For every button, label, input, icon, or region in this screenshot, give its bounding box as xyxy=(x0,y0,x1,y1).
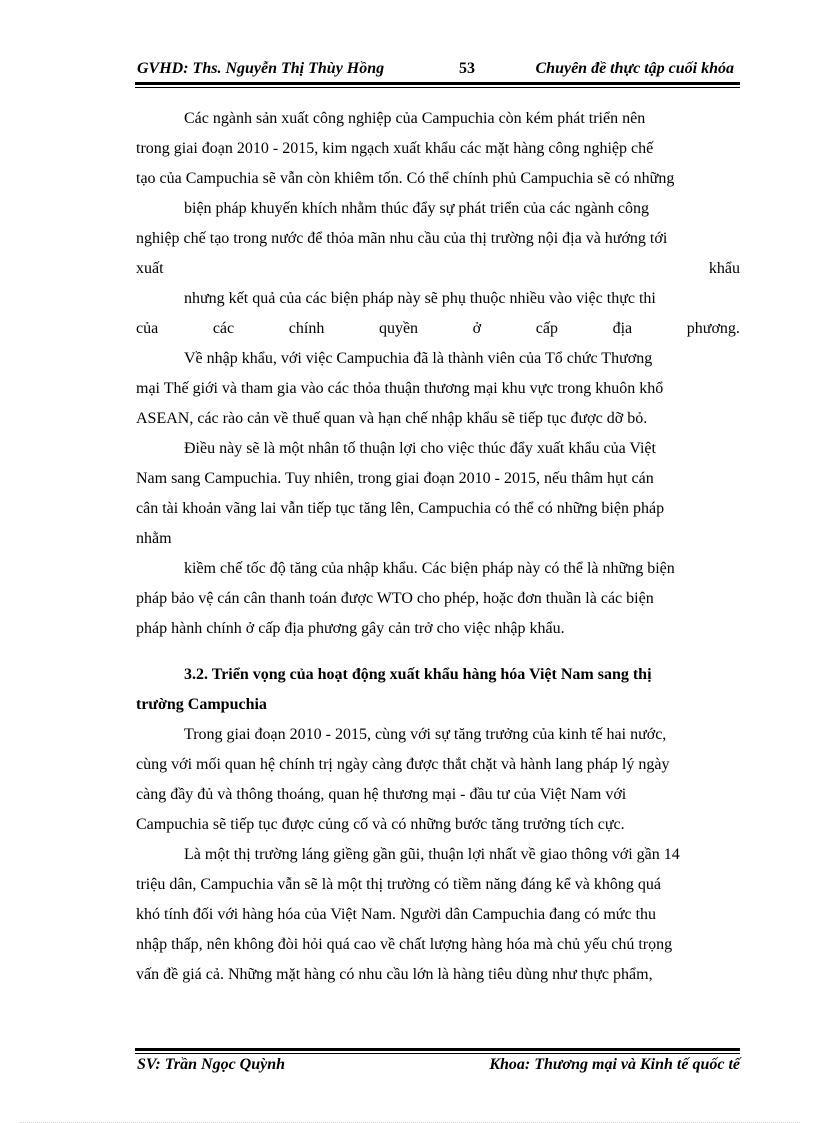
text-line: vấn đề giá cả. Những mặt hàng có nhu cầu lớn là hàng tiêu dùng như thực phẩm, xyxy=(136,966,653,983)
footer-student: SV: Trần Ngọc Quỳnh xyxy=(137,1056,286,1073)
word: địa xyxy=(612,320,633,337)
text-line: cùng với mối quan hệ chính trị ngày càng được thắt chặt và hành lang pháp lý ngày xyxy=(136,756,670,773)
text-line: triệu dân, Campuchia vẫn sẽ là một thị trường có tiềm năng đáng kể và không quá xyxy=(136,876,661,893)
word: xuất xyxy=(136,260,164,277)
text-line: mại Thế giới và tham gia vào các thỏa thuận thương mại khu vực trong khuôn khổ xyxy=(136,380,664,397)
header-supervisor: GVHD: Ths. Nguyễn Thị Thùy Hồng xyxy=(137,60,385,77)
text-line: kiềm chế tốc độ tăng của nhập khẩu. Các biện pháp này có thể là những biện xyxy=(184,560,675,577)
page-header xyxy=(137,58,740,82)
text-line: nghiệp chế tạo trong nước để thỏa mãn nhu cầu của thị trường nội địa và hướng tới xyxy=(136,230,668,247)
footer-rule xyxy=(135,1048,740,1054)
word: quyền xyxy=(378,320,419,337)
footer-faculty: Khoa: Thương mại và Kinh tế quốc tế xyxy=(489,1056,740,1073)
text-line: càng đầy đủ và thông thoáng, quan hệ thương mại - đầu tư của Việt Nam với xyxy=(136,786,627,803)
text-line: Về nhập khẩu, với việc Campuchia đã là thành viên của Tổ chức Thương xyxy=(184,350,653,367)
word: phương. xyxy=(686,320,740,337)
text-line: tạo của Campuchia sẽ vẫn còn khiêm tốn. Có thể chính phủ Campuchia sẽ có những xyxy=(136,170,675,187)
word: ở xyxy=(472,320,482,337)
word: chính xyxy=(288,320,325,337)
text-line: khó tính đối với hàng hóa của Việt Nam. Người dân Campuchia đang có mức thu xyxy=(136,906,657,923)
word: cấp xyxy=(535,320,558,337)
text-line: trong giai đoạn 2010 - 2015, kim ngạch xuất khẩu các mặt hàng công nghiệp chế xyxy=(136,140,654,157)
page-footer xyxy=(137,1056,740,1080)
word: các xyxy=(212,320,235,337)
section-heading: 3.2. Triển vọng của hoạt động xuất khẩu hàng hóa Việt Nam sang thị xyxy=(184,666,652,683)
text-line: nhưng kết quả của các biện pháp này sẽ phụ thuộc nhiều vào việc thực thi xyxy=(184,290,656,307)
text-line: Trong giai đoạn 2010 - 2015, cùng với sự tăng trưởng của kinh tế hai nước, xyxy=(184,726,667,743)
document-body xyxy=(136,104,740,990)
text-line-spread xyxy=(136,314,740,344)
text-line-split xyxy=(136,254,740,284)
section-heading: trường Campuchia xyxy=(136,696,267,713)
text-line: Các ngành sản xuất công nghiệp của Campuchia còn kém phát triển nên xyxy=(184,110,646,127)
text-line: nhập thấp, nên không đòi hỏi quá cao về chất lượng hàng hóa mà chủ yếu chú trọng xyxy=(136,936,673,953)
header-rule xyxy=(135,82,740,88)
text-line: cân tài khoản vãng lai vẫn tiếp tục tăng lên, Campuchia có thể có những biện pháp xyxy=(136,500,665,517)
text-line: pháp bảo vệ cán cân thanh toán được WTO cho phép, hoặc đơn thuần là các biện xyxy=(136,590,654,607)
text-line: nhằm xyxy=(136,530,172,547)
text-line: ASEAN, các rào cản về thuế quan và hạn chế nhập khẩu sẽ tiếp tục được dỡ bỏ. xyxy=(136,410,648,427)
text-line: Điều này sẽ là một nhân tố thuận lợi cho việc thúc đẩy xuất khẩu của Việt xyxy=(184,440,656,457)
text-line: Là một thị trường láng giềng gần gũi, thuận lợi nhất về giao thông với gần 14 xyxy=(184,846,680,863)
word: khẩu xyxy=(708,260,740,277)
text-line: Campuchia sẽ tiếp tục được củng cố và có những bước tăng trưởng tích cực. xyxy=(136,816,625,833)
word: của xyxy=(136,320,159,337)
header-page-number: 53 xyxy=(459,60,475,77)
text-line: biện pháp khuyến khích nhằm thúc đẩy sự phát triển của các ngành công xyxy=(184,200,649,217)
text-line: Nam sang Campuchia. Tuy nhiên, trong giai đoạn 2010 - 2015, nếu thâm hụt cán xyxy=(136,470,654,487)
header-title: Chuyên đề thực tập cuối khóa xyxy=(535,60,734,77)
text-line: pháp hành chính ở cấp địa phương gây cản trở cho việc nhập khẩu. xyxy=(136,620,565,637)
